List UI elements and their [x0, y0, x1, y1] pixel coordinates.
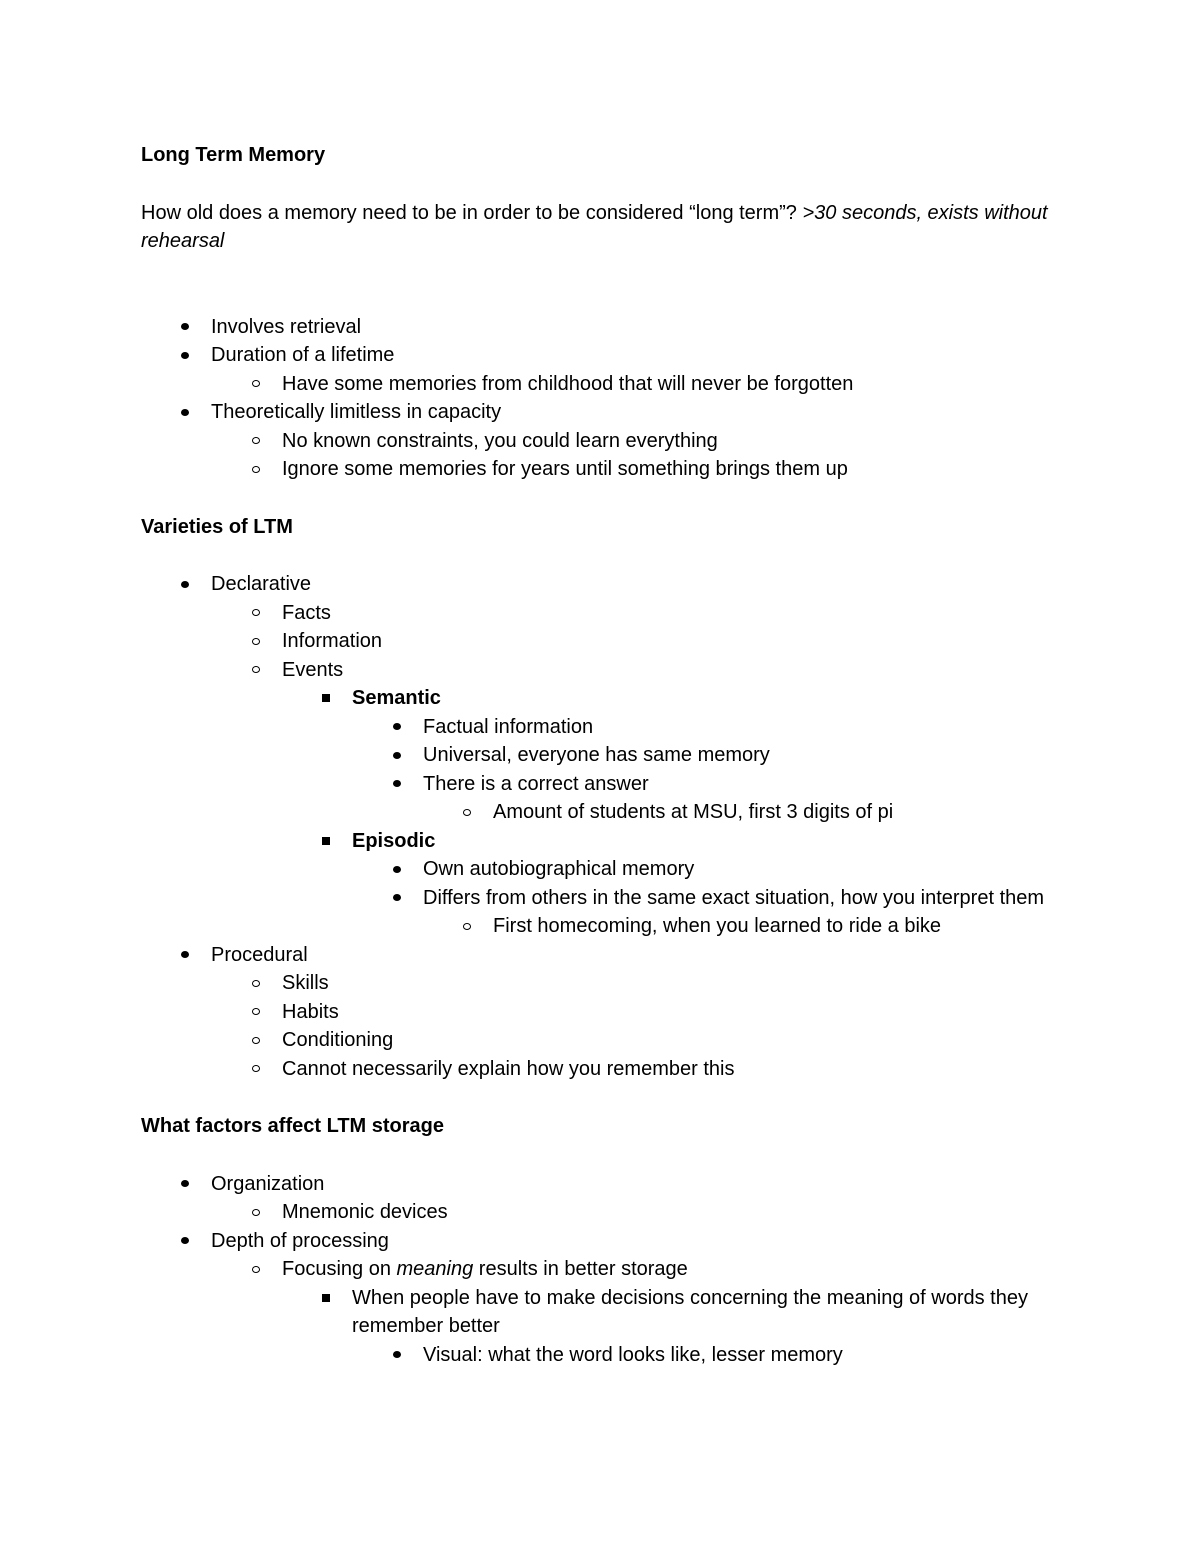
- square-bullet-icon: [322, 694, 330, 702]
- disc-bullet-icon: [181, 323, 189, 330]
- disc-bullet-icon: [393, 723, 401, 730]
- disc-bullet-icon: [393, 866, 401, 873]
- disc-bullet-icon: [181, 352, 189, 359]
- answer-text: >30 seconds, exists without rehearsal: [141, 201, 1048, 252]
- list-item: Duration of a lifetime: [141, 341, 1061, 370]
- square-bullet-icon: [322, 1294, 330, 1302]
- disc-bullet-icon: [393, 894, 401, 901]
- list-item: [141, 827, 1061, 856]
- circle-bullet-icon: [252, 1037, 260, 1044]
- heading-long-term-memory: Long Term Memory: [141, 144, 326, 166]
- list-item: Organization: [141, 1170, 1061, 1199]
- disc-bullet-icon: [181, 1180, 189, 1187]
- circle-bullet-icon: [252, 466, 260, 473]
- list-item: Events: [141, 656, 1061, 685]
- disc-bullet-icon: [393, 780, 401, 787]
- intro-question: [141, 199, 1061, 256]
- circle-bullet-icon: [252, 1209, 260, 1216]
- list-item: Procedural: [141, 941, 1061, 970]
- list-item: Have some memories from childhood that will never be forgotten: [141, 370, 1061, 399]
- list-item: Facts: [141, 599, 1061, 628]
- list-item: Factual information: [141, 713, 1061, 742]
- circle-bullet-icon: [252, 609, 260, 616]
- circle-bullet-icon: [463, 809, 471, 816]
- document-body: [141, 141, 1061, 1369]
- circle-bullet-icon: [252, 980, 260, 987]
- list-item: There is a correct answer: [141, 770, 1061, 799]
- circle-bullet-icon: [252, 638, 260, 645]
- emphasis-meaning: meaning: [396, 1258, 474, 1280]
- question-text: How old does a memory need to be in order to be considered “long term”?: [141, 201, 803, 224]
- list-item: Visual: what the word looks like, lesser memory: [141, 1341, 1061, 1370]
- list-item: Conditioning: [141, 1026, 1061, 1055]
- list-item: Universal, everyone has same memory: [141, 741, 1061, 770]
- disc-bullet-icon: [393, 1351, 401, 1358]
- list-item: Differs from others in the same exact situation, how you interpret them: [141, 884, 1061, 913]
- disc-bullet-icon: [393, 752, 401, 759]
- circle-bullet-icon: [252, 1065, 260, 1072]
- circle-bullet-icon: [252, 1266, 260, 1273]
- list-item: [141, 684, 1061, 713]
- heading-varieties-of-ltm: Varieties of LTM: [141, 515, 293, 538]
- list-item: Own autobiographical memory: [141, 855, 1061, 884]
- list-item: Involves retrieval: [141, 313, 1061, 342]
- list-item: Information: [141, 627, 1061, 656]
- list-item: Amount of students at MSU, first 3 digits of pi: [141, 798, 1061, 827]
- disc-bullet-icon: [181, 409, 189, 416]
- list-item: Cannot necessarily explain how you remember this: [141, 1055, 1061, 1084]
- heading-ltm-storage-factors: What factors affect LTM storage: [141, 1115, 444, 1137]
- list-item: When people have to make decisions concerning the meaning of words they remember better: [141, 1284, 1061, 1341]
- term-semantic: Semantic: [352, 687, 441, 709]
- list-item: Habits: [141, 998, 1061, 1027]
- circle-bullet-icon: [252, 380, 260, 387]
- term-episodic: Episodic: [352, 829, 436, 852]
- circle-bullet-icon: [252, 666, 260, 673]
- list-item: Skills: [141, 969, 1061, 998]
- list-item: Mnemonic devices: [141, 1198, 1061, 1227]
- circle-bullet-icon: [252, 437, 260, 444]
- disc-bullet-icon: [181, 951, 189, 958]
- list-item: No known constraints, you could learn everything: [141, 427, 1061, 456]
- circle-bullet-icon: [252, 1008, 260, 1015]
- list-item: First homecoming, when you learned to ride a bike: [141, 912, 1061, 941]
- list-item: Ignore some memories for years until something brings them up: [141, 455, 1061, 484]
- disc-bullet-icon: [181, 581, 189, 588]
- square-bullet-icon: [322, 837, 330, 845]
- circle-bullet-icon: [463, 923, 471, 930]
- list-item: Depth of processing: [141, 1227, 1061, 1256]
- disc-bullet-icon: [181, 1237, 189, 1244]
- list-item: Declarative: [141, 570, 1061, 599]
- list-item: Focusing on meaning results in better storage: [141, 1255, 1061, 1284]
- list-item: Theoretically limitless in capacity: [141, 398, 1061, 427]
